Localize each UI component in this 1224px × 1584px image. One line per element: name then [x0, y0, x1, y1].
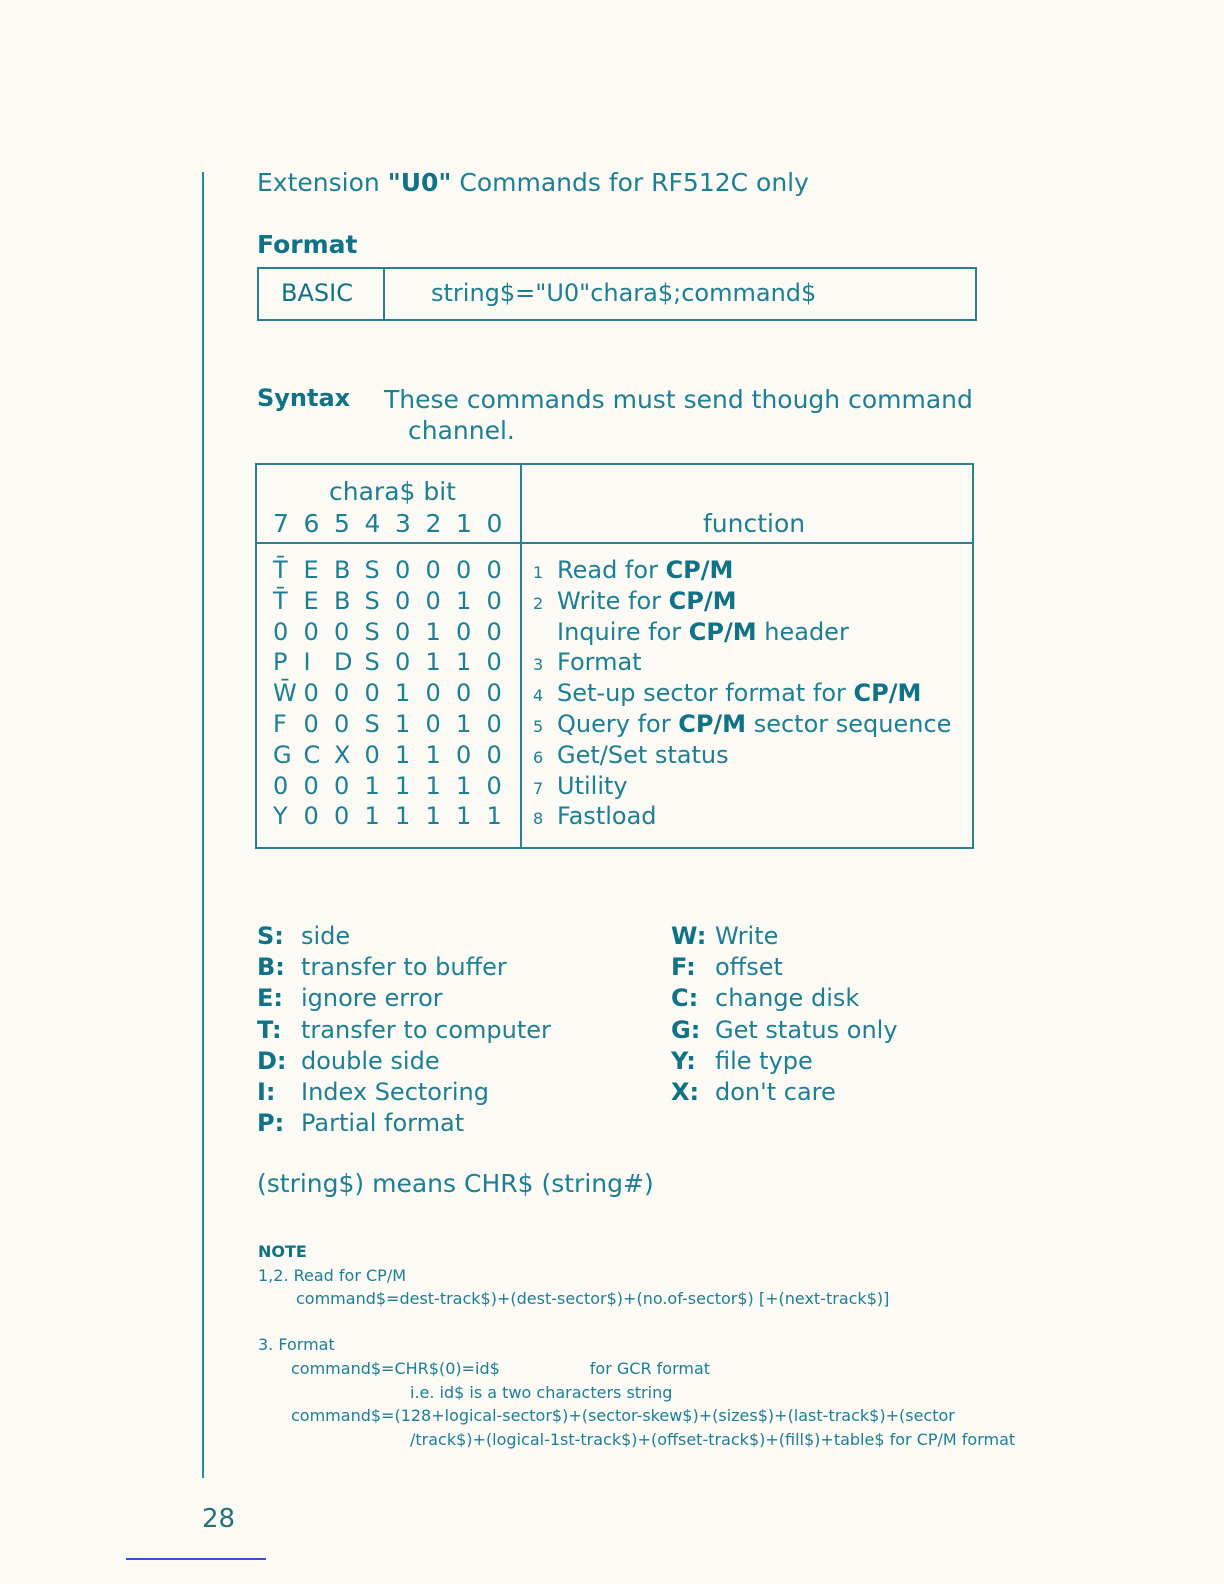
note-item1-command: command$=dest-track$)+(dest-sector$)+(no.of-sector$) [+(next-track$)] — [296, 1289, 890, 1309]
bit-cell: 0 — [303, 617, 319, 646]
bit-number: 7 — [273, 509, 289, 538]
bit-numbers — [273, 509, 517, 538]
bit-cell: 1 — [395, 709, 411, 738]
bit-cell: 1 — [456, 709, 472, 738]
bit-cell: 0 — [456, 617, 472, 646]
function-header: function — [703, 509, 806, 538]
function-row — [533, 617, 951, 648]
legend-key: I: — [257, 1077, 276, 1106]
function-text: Query for — [557, 709, 679, 738]
note-section — [258, 1240, 1015, 1452]
bit-cell: 0 — [395, 556, 411, 584]
legend-item — [671, 1015, 898, 1046]
function-text: Format — [557, 648, 642, 677]
bit-cell: P — [273, 648, 288, 677]
legend-item — [671, 952, 898, 983]
legend-key: G: — [671, 1015, 701, 1044]
legend-text: Partial format — [301, 1109, 465, 1138]
format-box — [257, 267, 977, 321]
margin-rule — [202, 172, 204, 1478]
bit-cell: T̄ — [273, 586, 288, 615]
bit-cell: 0 — [425, 556, 441, 584]
bit-cell: 0 — [486, 617, 502, 646]
function-text: Inquire for — [557, 617, 689, 646]
bit-cell: 1 — [425, 771, 441, 800]
bit-cell: 1 — [425, 802, 441, 831]
page-title: Extension "U0" Commands for RF512C only — [257, 168, 809, 197]
bit-cell: 0 — [456, 679, 472, 708]
format-heading: Format — [257, 230, 358, 259]
note-item3-title: 3. Format — [258, 1335, 335, 1355]
bit-row — [273, 740, 517, 771]
format-divider — [383, 269, 385, 319]
bit-cell: 1 — [425, 740, 441, 769]
bit-cell: 0 — [456, 740, 472, 769]
function-text: Fastload — [557, 802, 657, 831]
format-language: BASIC — [281, 279, 353, 307]
bit-cell: 0 — [486, 679, 502, 708]
bit-number: 0 — [486, 509, 503, 538]
legend-right — [671, 921, 898, 1108]
legend-text: transfer to buffer — [301, 953, 507, 982]
legend-text: Get status only — [715, 1015, 898, 1044]
bit-cell: 0 — [364, 679, 380, 708]
legend-item — [257, 1046, 551, 1077]
bit-cell: 0 — [486, 771, 502, 800]
bit-cell: Y — [273, 802, 288, 831]
bit-cell: 0 — [425, 709, 441, 738]
bit-cell: 1 — [395, 771, 411, 800]
bit-row — [273, 647, 517, 678]
bit-cell: 0 — [334, 802, 350, 831]
function-number: 7 — [533, 778, 544, 798]
function-row — [533, 647, 951, 678]
bit-row — [273, 555, 517, 586]
legend-key: T: — [257, 1015, 282, 1044]
legend-item — [257, 1108, 551, 1139]
bit-row — [273, 709, 517, 740]
bit-cell: 0 — [456, 556, 472, 584]
note-item3-ie: i.e. id$ is a two characters string — [410, 1382, 673, 1402]
legend-text: side — [301, 922, 351, 950]
function-text: Utility — [557, 771, 628, 800]
legend-item — [257, 921, 551, 952]
bit-cell: 1 — [364, 771, 380, 800]
syntax-line-2: channel. — [408, 416, 515, 445]
bit-cell: 0 — [303, 771, 319, 800]
bit-cell: 1 — [395, 740, 411, 769]
format-code: string$="U0"chara$;command$ — [431, 279, 817, 307]
bit-cell: 0 — [334, 771, 350, 800]
legend-key: E: — [257, 984, 283, 1013]
legend-left — [257, 921, 551, 1139]
legend-text: file type — [715, 1046, 813, 1075]
bit-number: 3 — [395, 509, 411, 538]
bit-cell: X — [334, 740, 351, 769]
bit-cell: 0 — [303, 802, 319, 831]
function-row — [533, 709, 951, 740]
bit-cell: 1 — [456, 771, 472, 800]
bit-number: 2 — [425, 509, 442, 538]
function-row — [533, 586, 951, 617]
function-row — [533, 801, 951, 832]
legend-text: double side — [301, 1046, 440, 1075]
bit-cell: 1 — [395, 679, 411, 708]
bit-number: 6 — [303, 509, 320, 538]
bit-number: 5 — [334, 509, 350, 538]
bit-cell: 1 — [456, 648, 472, 677]
bit-cell: 1 — [395, 802, 411, 831]
legend-item — [257, 1015, 551, 1046]
bit-cell: G — [273, 740, 292, 769]
command-table — [255, 463, 974, 849]
bit-cell: D — [334, 648, 353, 677]
legend-key: P: — [257, 1109, 285, 1138]
function-text-suffix: header — [756, 617, 849, 646]
bit-cell: 0 — [364, 740, 380, 769]
bit-cell: 0 — [486, 709, 502, 738]
note-item1-title: 1,2. Read for CP/M — [258, 1265, 407, 1285]
function-text-suffix: sector sequence — [746, 709, 952, 738]
legend-text: change disk — [715, 984, 860, 1013]
legend-item — [671, 921, 898, 952]
bit-cell: S — [364, 556, 380, 584]
bit-row — [273, 678, 517, 709]
function-cpm: CP/M — [688, 617, 757, 646]
function-cpm: CP/M — [678, 709, 747, 738]
legend-key: D: — [257, 1046, 287, 1075]
bit-cell: W̄ — [273, 679, 297, 708]
bit-number: 4 — [364, 509, 381, 538]
page-number: 28 — [202, 1504, 236, 1534]
note-item3-command1 — [258, 1357, 1015, 1381]
function-text: Set-up sector format for — [557, 679, 854, 708]
bit-row — [273, 617, 517, 648]
bit-cell: 0 — [425, 586, 441, 615]
legend-item — [257, 1077, 551, 1108]
function-number: 6 — [533, 747, 544, 767]
function-cpm: CP/M — [853, 679, 922, 708]
bit-cell: S — [364, 648, 380, 677]
function-text: Read for — [557, 556, 666, 584]
legend-item — [257, 983, 551, 1014]
note-item3-command2: command$=(128+logical-sector$)+(sector-skew$)+(sizes$)+(last-track$)+(sector — [291, 1406, 955, 1426]
bit-cell: S — [364, 586, 380, 615]
bit-cell: T̄ — [273, 556, 288, 584]
bit-cell: 1 — [364, 802, 380, 831]
function-cpm: CP/M — [665, 556, 734, 584]
legend-key: W: — [671, 922, 707, 950]
bit-cell: 0 — [395, 617, 411, 646]
bit-cell: 0 — [303, 709, 319, 738]
legend-key: S: — [257, 922, 284, 950]
legend-text: Index Sectoring — [301, 1077, 489, 1106]
bit-row — [273, 771, 517, 802]
bit-cell: E — [303, 556, 319, 584]
legend-item — [671, 1046, 898, 1077]
legend-key: F: — [671, 953, 696, 982]
bit-patterns — [273, 555, 517, 832]
bit-cell: C — [303, 740, 321, 769]
bit-cell: 0 — [334, 617, 350, 646]
bit-cell: F — [273, 709, 287, 738]
legend-key: Y: — [671, 1046, 696, 1075]
function-number: 8 — [533, 809, 544, 829]
legend-item — [671, 983, 898, 1014]
bit-cell: I — [303, 648, 311, 677]
syntax-label: Syntax — [257, 384, 351, 412]
function-row — [533, 555, 951, 586]
function-cpm: CP/M — [668, 586, 737, 615]
legend-text: offset — [715, 953, 783, 982]
bit-cell: E — [303, 586, 319, 615]
bit-cell: 0 — [486, 556, 502, 584]
legend-text: don't care — [715, 1077, 836, 1106]
legend-item — [257, 952, 551, 983]
bit-cell: 1 — [456, 586, 472, 615]
bit-cell: 0 — [395, 586, 411, 615]
bit-row — [273, 801, 517, 832]
legend-item — [671, 1077, 898, 1108]
legend-text: ignore error — [301, 984, 443, 1013]
table-header-divider — [257, 542, 972, 544]
note-item3-command2-cont: /track$)+(logical-1st-track$)+(offset-track$)+(fill$)+table$ for CP/M format — [410, 1429, 1016, 1449]
note-item3-command1-code: command$=CHR$(0)=id$ — [291, 1358, 500, 1378]
note-heading: NOTE — [258, 1242, 307, 1261]
function-text: Get/Set status — [557, 740, 729, 769]
bit-cell: S — [364, 617, 380, 646]
bit-cell: 0 — [425, 679, 441, 708]
function-number: 1 — [533, 563, 544, 582]
function-number: 3 — [533, 655, 544, 675]
bit-cell: S — [364, 709, 380, 738]
table-column-divider — [520, 465, 522, 847]
bit-cell: 0 — [273, 771, 289, 800]
bit-cell: 0 — [273, 617, 289, 646]
bit-cell: 0 — [303, 679, 319, 708]
bit-cell: 0 — [395, 648, 411, 677]
means-text: (string$) means CHR$ (string#) — [257, 1169, 654, 1198]
bit-number: 1 — [456, 509, 472, 538]
function-number: 5 — [533, 716, 544, 736]
function-number: 2 — [533, 593, 544, 613]
legend-key: C: — [671, 984, 699, 1013]
function-number: 4 — [533, 686, 544, 706]
note-item3-command1-note: for GCR format — [589, 1358, 711, 1378]
footer-rule — [126, 1558, 266, 1560]
bit-cell: 0 — [486, 648, 502, 677]
bit-cell: 1 — [456, 802, 472, 831]
bit-cell: 0 — [486, 740, 502, 769]
legend-key: B: — [257, 953, 285, 982]
legend-key: X: — [671, 1077, 700, 1106]
legend-text: Write — [715, 922, 779, 950]
function-row — [533, 771, 951, 802]
bit-cell: 0 — [486, 586, 502, 615]
syntax-line-1: These commands must send though command — [384, 385, 973, 414]
bit-title: chara$ bit — [329, 477, 456, 506]
bit-cell: 1 — [486, 802, 502, 831]
function-list — [533, 555, 951, 832]
function-text: Write for — [557, 586, 669, 615]
legend-text: transfer to computer — [301, 1015, 551, 1044]
syntax-text — [384, 384, 984, 446]
bit-cell: 0 — [334, 679, 350, 708]
bit-row — [273, 586, 517, 617]
function-row — [533, 678, 951, 709]
bit-cell: 0 — [334, 709, 350, 738]
bit-cell: 1 — [425, 648, 441, 677]
bit-cell: B — [334, 586, 351, 615]
bit-cell: B — [334, 556, 351, 584]
bit-cell: 1 — [425, 617, 441, 646]
function-row — [533, 740, 951, 771]
